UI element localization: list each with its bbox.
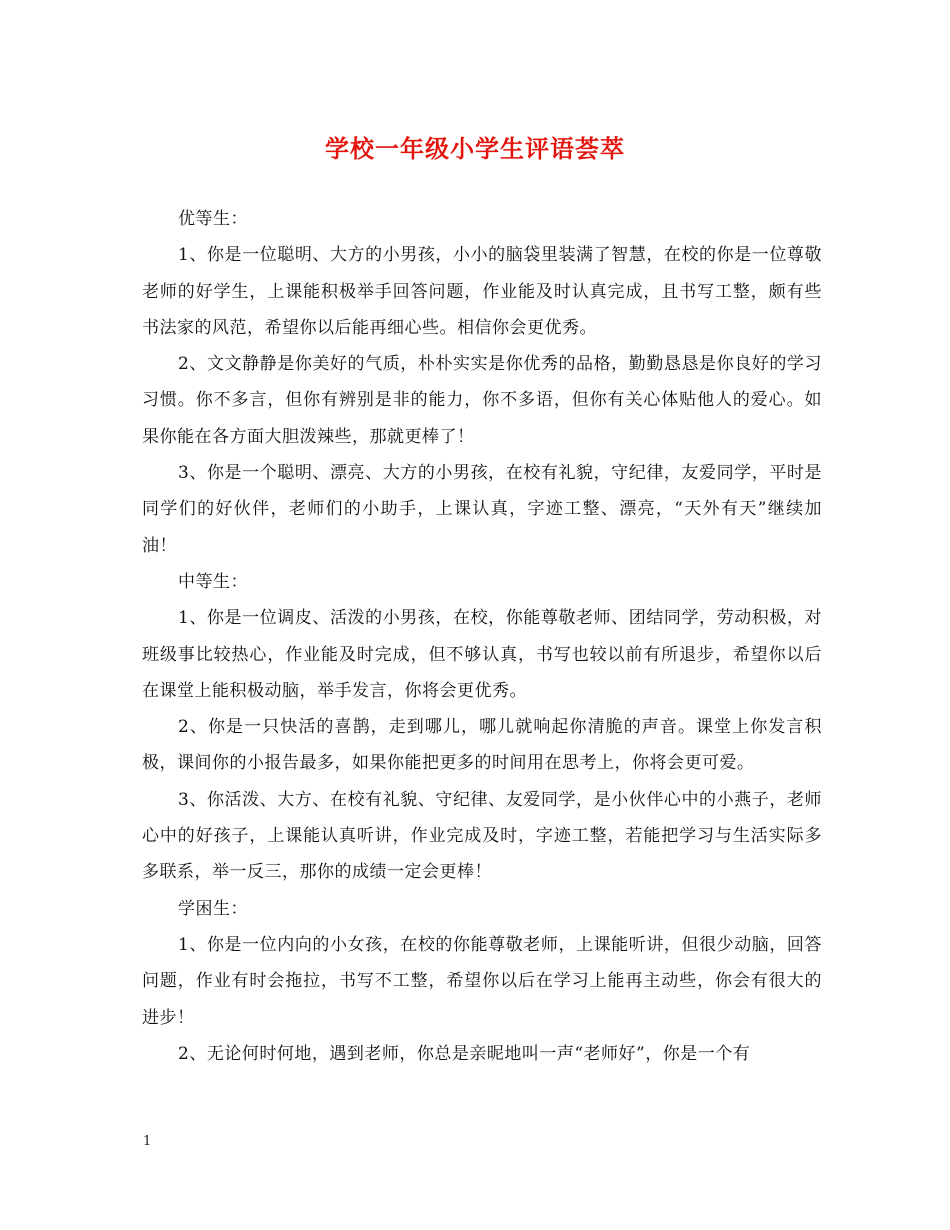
paragraph: 3、你活泼、大方、在校有礼貌、守纪律、友爱同学，是小伙伴心中的小燕子，老师心中的好孩子，上课能认真听讲，作业完成及时，字迹工整，若能把学习与生活实际多多联系，举一反三，那你的成绩一定会更棒！	[142, 789, 822, 883]
document-title: 学校一年级小学生评语荟萃	[325, 134, 625, 163]
paragraph: 2、你是一只快活的喜鹊，走到哪儿，哪儿就响起你清脆的声音。课堂上你发言积极，课间你的小报告最多，如果你能把更多的时间用在思考上，你将会更可爱。	[142, 717, 822, 774]
paragraph: 3、你是一个聪明、漂亮、大方的小男孩，在校有礼貌，守纪律，友爱同学，平时是同学们的好伙伴，老师们的小助手，上课认真，字迹工整、漂亮，“天外有天”继续加油！	[142, 463, 822, 556]
document-body	[142, 201, 822, 1072]
paragraph: 2、文文静静是你美好的气质，朴朴实实是你优秀的品格，勤勤恳恳是你良好的学习习惯。你不多言，但你有辨别是非的能力，你不多语，但你有关心体贴他人的爱心。如果你能在各方面大胆泼辣些，那就更棒了！	[142, 354, 822, 447]
paragraph: 1、你是一位聪明、大方的小男孩，小小的脑袋里装满了智慧，在校的你是一位尊敬老师的好学生，上课能积极举手回答问题，作业能及时认真完成，且书写工整，颇有些书法家的风范，希望你以后能再细心些。相信你会更优秀。	[142, 245, 822, 338]
paragraph: 学困生：	[178, 898, 248, 919]
paragraph: 2、无论何时何地，遇到老师，你总是亲昵地叫一声“老师好”，你是一个有	[178, 1043, 751, 1064]
paragraph: 中等生：	[178, 571, 248, 592]
paragraph: 1、你是一位调皮、活泼的小男孩，在校，你能尊敬老师、团结同学，劳动积极，对班级事比较热心，作业能及时完成，但不够认真，书写也较以前有所退步，希望你以后在课堂上能积极动脑，举手发言，你将会更优秀。	[142, 608, 822, 701]
paragraph: 优等生：	[178, 209, 248, 229]
page-number: 1	[143, 1134, 152, 1149]
paragraph: 1、你是一位内向的小女孩，在校的你能尊敬老师，上课能听讲，但很少动脑，回答问题，作业有时会拖拉，书写不工整，希望你以后在学习上能再主动些，你会有很大的进步！	[142, 934, 822, 1028]
